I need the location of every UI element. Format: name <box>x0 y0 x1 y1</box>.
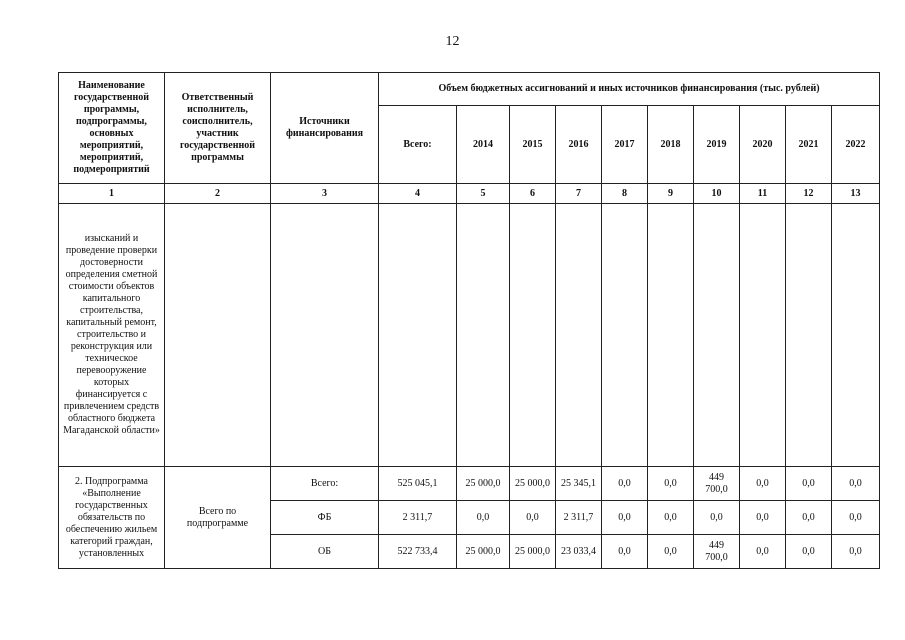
row-value: 449 700,0 <box>694 535 740 569</box>
row-source: ОБ <box>271 535 379 569</box>
row-value: 0,0 <box>786 467 832 501</box>
header-year: 2017 <box>602 106 648 184</box>
empty-cell <box>379 204 457 467</box>
row-value: 0,0 <box>648 501 694 535</box>
row-value: 0,0 <box>648 467 694 501</box>
header-year: 2018 <box>648 106 694 184</box>
col-number: 3 <box>271 184 379 204</box>
row-value: 0,0 <box>602 535 648 569</box>
header-year: 2022 <box>832 106 880 184</box>
row-value: 23 033,4 <box>556 535 602 569</box>
col-number: 4 <box>379 184 457 204</box>
row-total: 522 733,4 <box>379 535 457 569</box>
row-value: 0,0 <box>832 467 880 501</box>
budget-table <box>58 72 880 569</box>
row-value: 25 000,0 <box>510 535 556 569</box>
empty-cell <box>648 204 694 467</box>
row-value: 0,0 <box>832 501 880 535</box>
col-number: 5 <box>457 184 510 204</box>
row-value: 0,0 <box>648 535 694 569</box>
row-value: 0,0 <box>602 501 648 535</box>
row-value: 25 000,0 <box>510 467 556 501</box>
col-number: 9 <box>648 184 694 204</box>
empty-cell <box>165 204 271 467</box>
header-year: 2014 <box>457 106 510 184</box>
col-number: 12 <box>786 184 832 204</box>
continuation-text: изысканий и проведение проверки достоверности определения сметной стоимости объектов капитального строительства, капитальный ремонт, строительство и реконструкция или техническое перевооружение которых финансируется с привлечением средств областного бюджета Магаданской области» <box>59 204 165 467</box>
empty-cell <box>457 204 510 467</box>
row-value: 0,0 <box>832 535 880 569</box>
header-total: Всего: <box>379 106 457 184</box>
header-funding-source: Источники финансирования <box>271 73 379 184</box>
row-value: 0,0 <box>510 501 556 535</box>
row-source: ФБ <box>271 501 379 535</box>
empty-cell <box>510 204 556 467</box>
header-year: 2019 <box>694 106 740 184</box>
row-value: 25 000,0 <box>457 467 510 501</box>
col-number: 2 <box>165 184 271 204</box>
row-value: 0,0 <box>740 501 786 535</box>
empty-cell <box>271 204 379 467</box>
row-value: 2 311,7 <box>556 501 602 535</box>
header-executor: Ответственный исполнитель, соисполнитель, участник государственной программы <box>165 73 271 184</box>
header-program-name: Наименование государственной программы, подпрограммы, основных мероприятий, мероприятий, подмероприятий <box>59 73 165 184</box>
empty-cell <box>694 204 740 467</box>
header-funding-group: Объем бюджетных ассигнований и иных источников финансирования (тыс. рублей) <box>379 73 880 106</box>
row-value: 0,0 <box>694 501 740 535</box>
row-value: 25 345,1 <box>556 467 602 501</box>
col-number: 10 <box>694 184 740 204</box>
empty-cell <box>786 204 832 467</box>
subprogram-executor: Всего по подпрограмме <box>165 467 271 569</box>
row-total: 525 045,1 <box>379 467 457 501</box>
col-number: 13 <box>832 184 880 204</box>
empty-cell <box>832 204 880 467</box>
row-value: 0,0 <box>602 467 648 501</box>
row-value: 0,0 <box>740 467 786 501</box>
page-number: 12 <box>445 34 460 49</box>
header-year: 2016 <box>556 106 602 184</box>
empty-cell <box>556 204 602 467</box>
row-value: 0,0 <box>786 501 832 535</box>
row-value: 449 700,0 <box>694 467 740 501</box>
col-number: 11 <box>740 184 786 204</box>
col-number: 6 <box>510 184 556 204</box>
col-number: 8 <box>602 184 648 204</box>
row-value: 25 000,0 <box>457 535 510 569</box>
row-total: 2 311,7 <box>379 501 457 535</box>
header-year: 2020 <box>740 106 786 184</box>
row-source: Всего: <box>271 467 379 501</box>
empty-cell <box>602 204 648 467</box>
row-value: 0,0 <box>740 535 786 569</box>
header-year: 2015 <box>510 106 556 184</box>
col-number: 1 <box>59 184 165 204</box>
col-number: 7 <box>556 184 602 204</box>
row-value: 0,0 <box>457 501 510 535</box>
header-year: 2021 <box>786 106 832 184</box>
row-value: 0,0 <box>786 535 832 569</box>
empty-cell <box>740 204 786 467</box>
subprogram-name: 2. Подпрограмма «Выполнение государственных обязательств по обеспечению жильем категорий граждан, установленных <box>59 467 165 569</box>
